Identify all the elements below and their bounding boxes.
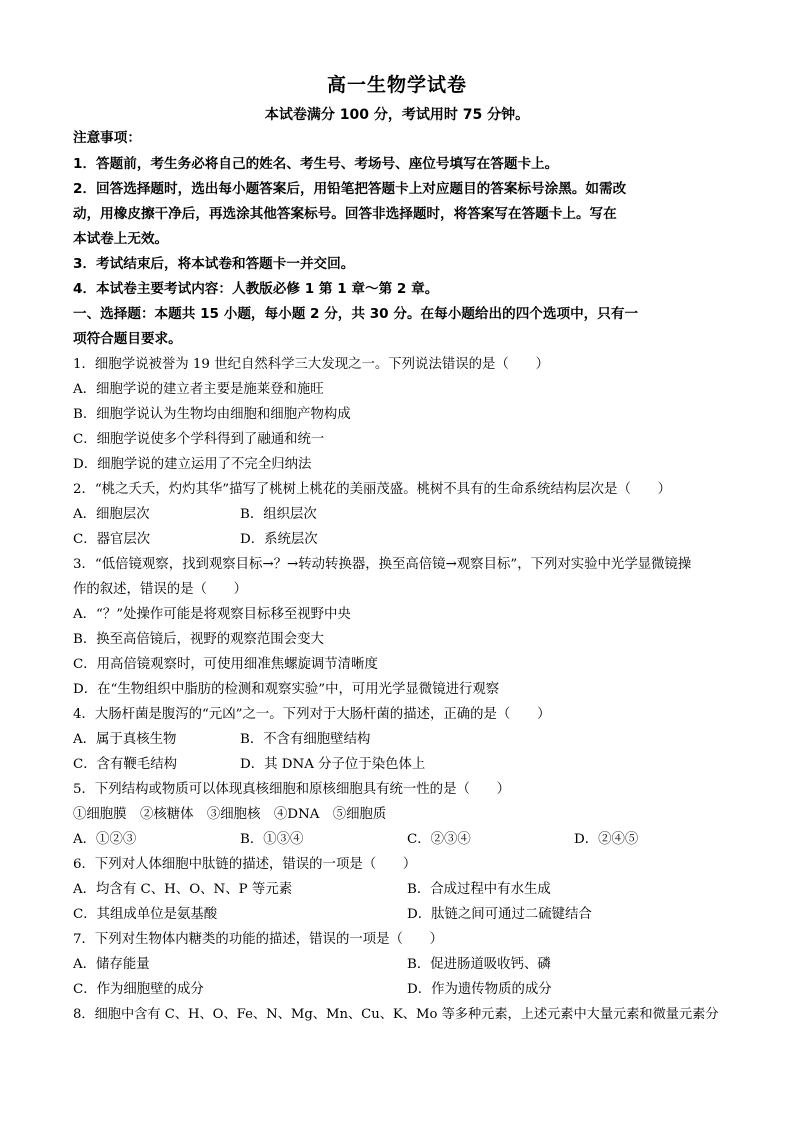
- option-b: B．①③④: [240, 832, 304, 847]
- question-stem: 6．下列对人体细胞中肽链的描述，错误的一项是（ ）: [73, 857, 417, 872]
- option-d: D．作为遗传物质的成分: [407, 982, 552, 997]
- option-a: A．细胞学说的建立者主要是施莱登和施旺: [73, 382, 324, 397]
- option-b: B．组织层次: [240, 507, 317, 522]
- option-b: B．合成过程中有水生成: [407, 882, 551, 897]
- section-heading: 一、选择题：本题共 15 小题，每小题 2 分，共 30 分。在每小题给出的四个选项中，只有一: [73, 306, 639, 322]
- exam-info: 本试卷满分 100 分，考试用时 75 分钟。: [264, 107, 530, 123]
- question-stem: 2．“桃之夭夭，灼灼其华”描写了桃树上桃花的美丽茂盛。桃树不具有的生命系统结构层次是（ ）: [73, 482, 672, 497]
- option-b: B．换至高倍镜后，视野的观察范围会变大: [73, 632, 324, 647]
- option-b: B．促进肠道吸收钙、磷: [407, 957, 551, 972]
- option-c: C．作为细胞壁的成分: [73, 982, 204, 997]
- option-c: C．含有鞭毛结构: [73, 757, 177, 772]
- option-b: B．细胞学说认为生物均由细胞和细胞产物构成: [73, 407, 351, 422]
- notice-item: 本试卷上无效。: [73, 231, 169, 247]
- option-d: D．肽链之间可通过二硫键结合: [407, 907, 592, 922]
- option-d: D．细胞学说的建立运用了不完全归纳法: [73, 457, 312, 472]
- option-c: C．用高倍镜观察时，可使用细准焦螺旋调节清晰度: [73, 657, 378, 672]
- option-a: A．储存能量: [73, 957, 150, 972]
- option-d: D．在“生物组织中脂肪的检测和观察实验”中，可用光学显微镜进行观察: [73, 682, 500, 697]
- option-d: D．②④⑤: [574, 832, 639, 847]
- notice-item: 2．回答选择题时，选出每小题答案后，用铅笔把答题卡上对应题目的答案标号涂黑。如需改: [73, 181, 627, 197]
- option-a: A．①②③: [73, 832, 137, 847]
- section-heading: 项符合题目要求。: [73, 331, 182, 347]
- question-stem-cont: 作的叙述，错误的是（ ）: [73, 582, 248, 597]
- question-stem: 4．大肠杆菌是腹泻的“元凶”之一。下列对于大肠杆菌的描述，正确的是（ ）: [73, 707, 551, 722]
- option-c: C．器官层次: [73, 532, 151, 547]
- option-a: A．均含有 C、H、O、N、P 等元素: [73, 882, 293, 897]
- option-b: B．不含有细胞壁结构: [240, 732, 371, 747]
- question-stem: 7．下列对生物体内糖类的功能的描述，错误的一项是（ ）: [73, 932, 444, 947]
- option-a: A．属于真核生物: [73, 732, 177, 747]
- notice-item: 1．答题前，考生务必将自己的姓名、考生号、考场号、座位号填写在答题卡上。: [73, 156, 559, 172]
- option-c: C．②③④: [407, 832, 471, 847]
- option-d: D．系统层次: [240, 532, 318, 547]
- option-a: A．“？”处操作可能是将观察目标移至视野中央: [73, 607, 351, 622]
- question-items: ①细胞膜 ②核糖体 ③细胞核 ④DNA ⑤细胞质: [73, 807, 387, 822]
- notice-heading: 注意事项：: [73, 130, 141, 146]
- option-c: C．细胞学说使多个学科得到了融通和统一: [73, 432, 325, 447]
- question-stem: 5．下列结构或物质可以体现真核细胞和原核细胞具有统一性的是（ ）: [73, 782, 511, 797]
- option-c: C．其组成单位是氨基酸: [73, 907, 218, 922]
- notice-item: 3．考试结束后，将本试卷和答题卡一并交回。: [73, 256, 355, 272]
- option-d: D．其 DNA 分子位于染色体上: [240, 757, 426, 772]
- question-stem: 8．细胞中含有 C、H、O、Fe、N、Mg、Mn、Cu、K、Mo 等多种元素，上述元素中大量元素和微量元素分: [73, 1007, 719, 1022]
- question-stem: 3．“低倍镜观察，找到观察目标→？→转动转换器，换至高倍镜→观察目标”，下列对实验中光学显微镜操: [73, 557, 692, 572]
- page-title: 高一生物学试卷: [326, 74, 467, 96]
- notice-item: 动，用橡皮擦干净后，再选涂其他答案标号。回答非选择题时，将答案写在答题卡上。写在: [73, 206, 617, 222]
- question-stem: 1．细胞学说被誉为 19 世纪自然科学三大发现之一。下列说法错误的是（ ）: [73, 357, 549, 372]
- notice-item: 4．本试卷主要考试内容：人教版必修 1 第 1 章～第 2 章。: [73, 281, 439, 297]
- option-a: A．细胞层次: [73, 507, 150, 522]
